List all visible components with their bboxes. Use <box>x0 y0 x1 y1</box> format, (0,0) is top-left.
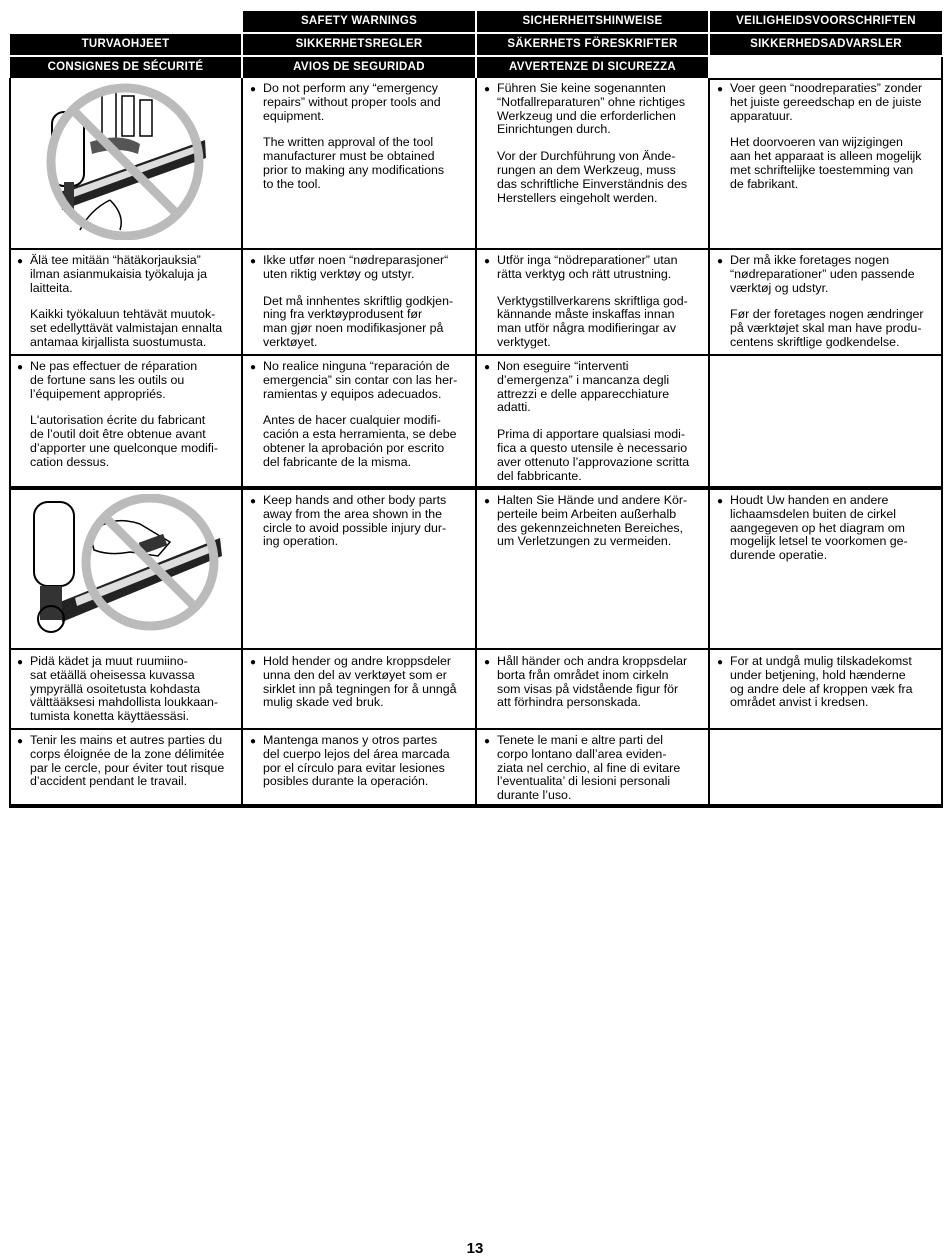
warning-nl-emergency-repairs <box>710 80 942 192</box>
header-veiligheidsvoorschriften: VEILIGHEIDSVOORSCHRIFTEN <box>710 11 942 32</box>
bullet-icon: ● <box>484 256 491 267</box>
paragraph: Der må ikke foretages nogen “nødreparationer” uden passende værktøj og udstyr. <box>730 253 915 295</box>
paragraph: Vor der Durchführung von Ände- rungen an dem Werkzeug, muss das schriftliche Einverständnis des Herstellers eingeholt werden. <box>497 149 688 205</box>
warning-nl-keep-hands-away <box>710 492 942 563</box>
header-sikkerhetsregler: SIKKERHETSREGLER <box>243 34 475 55</box>
no-emergency-repair-illustration <box>30 82 220 240</box>
paragraph: Før der foretages nogen ændringer på værktøjet skal man have produ- centens skriftlige godkendelse. <box>730 307 924 349</box>
warning-en-emergency-repairs <box>243 80 475 192</box>
paragraph: Non eseguire “interventi d’emergenza” i mancanza degli attrezzi e delle apparecchiature adatti. <box>497 359 670 415</box>
bullet-icon: ● <box>250 657 257 668</box>
warning-sv-emergency-repairs <box>477 252 708 350</box>
warning-fi-emergency-repairs <box>10 252 241 350</box>
paragraph: Führen Sie keine sogenannten “Notfallreparaturen” ohne richtiges Werkzeug und die erforderlichen Einrichtungen durch. <box>497 81 686 137</box>
paragraph: No realice ninguna “reparación de emergencia” sin contar con las her- ramientas y equipos adecuados. <box>263 359 458 401</box>
warning-es-keep-hands-away <box>243 732 475 789</box>
paragraph: Pidä kädet ja muut ruumiino- sat etäällä oheisessa kuvassa ympyrällä osoitetusta kohdasta välttääksesi mahdollista loukkaan- tumista konetta käyttäessäsi. <box>30 654 219 724</box>
warning-de-emergency-repairs <box>477 80 708 205</box>
paragraph: Antes de hacer cualquier modifi- cación a esta herramienta, se debe obtener la aprobación por escrito del fabricante de la misma. <box>263 413 457 469</box>
warning-es-emergency-repairs <box>243 358 475 470</box>
paragraph: Voer geen “noodreparaties” zonder het juiste gereedschap en de juiste apparatuur. <box>730 81 923 123</box>
bullet-icon: ● <box>250 496 257 507</box>
paragraph: Älä tee mitään “hätäkorjauksia” ilman asianmukaisia työkaluja ja laitteita. <box>30 253 207 295</box>
keep-hands-away-illustration <box>20 494 230 642</box>
warning-it-keep-hands-away <box>477 732 708 803</box>
paragraph: Hold hender og andre kroppsdeler unna den del av verktøyet som er sirklet inn på tegningen for å unngå mulig skade ved bruk. <box>263 654 457 710</box>
header-safety-warnings: SAFETY WARNINGS <box>243 11 475 32</box>
header-avvertenze-di-sicurezza: AVVERTENZE DI SICUREZZA <box>477 57 708 78</box>
bullet-icon: ● <box>17 362 24 373</box>
paragraph: Keep hands and other body parts away from the area shown in the circle to avoid possible injury dur- ing operation. <box>263 493 447 549</box>
paragraph: Het doorvoeren van wijzigingen aan het apparaat is alleen mogelijk met schriftelijke toestemming van de fabrikant. <box>730 135 922 191</box>
warning-fr-emergency-repairs <box>10 358 241 470</box>
warning-da-emergency-repairs <box>710 252 942 350</box>
bullet-icon: ● <box>717 256 724 267</box>
paragraph: Prima di apportare qualsiasi modi- fica a questo utensile è necessario aver ottenuto l’approvazione scritta del fabbricante. <box>497 427 690 483</box>
paragraph: Halten Sie Hände und andere Kör- perteile beim Arbeiten außerhalb des gekennzeichneten Bereiches, um Verletzungen zu vermeiden. <box>497 493 688 549</box>
paragraph: Houdt Uw handen en andere lichaamsdelen buiten de cirkel aangegeven op het diagram om mogelijk letsel te voorkomen ge- durende operatie. <box>730 493 908 563</box>
header-consignes-de-securite: CONSIGNES DE SÉCURITÉ <box>10 57 241 78</box>
warning-en-keep-hands-away <box>243 492 475 549</box>
header-sicherheitshinweise: SICHERHEITSHINWEISE <box>477 11 708 32</box>
warning-de-keep-hands-away <box>477 492 708 549</box>
bullet-icon: ● <box>484 496 491 507</box>
header-avios-de-seguridad: AVIOS DE SEGURIDAD <box>243 57 475 78</box>
warning-no-emergency-repairs <box>243 252 475 350</box>
bullet-icon: ● <box>717 84 724 95</box>
paragraph: Mantenga manos y otros partes del cuerpo lejos del área marcada por el círculo para evitar lesiones posibles durante la operación. <box>263 733 450 789</box>
bullet-icon: ● <box>484 84 491 95</box>
bullet-icon: ● <box>484 362 491 373</box>
paragraph: For at undgå mulig tilskadekomst under betjening, hold hænderne og andre dele af kroppen væk fra området anvist i kredsen. <box>730 654 913 710</box>
header-turvaohjeet: TURVAOHJEET <box>10 34 241 55</box>
bullet-icon: ● <box>17 256 24 267</box>
paragraph: Kaikki työkaluun tehtävät muutok- set edellyttävät valmistajan ennalta antamaa kirjallista suostumusta. <box>30 307 223 349</box>
warning-fi-keep-hands-away <box>10 653 241 724</box>
bullet-icon: ● <box>484 736 491 747</box>
bullet-icon: ● <box>250 362 257 373</box>
bullet-icon: ● <box>250 256 257 267</box>
paragraph: Tenete le mani e altre parti del corpo lontano dall’area eviden- ziata nel cerchio, al fine di evitare l’eventualita’ di lesioni personali durante l’uso. <box>497 733 681 803</box>
warning-da-keep-hands-away <box>710 653 942 710</box>
bullet-icon: ● <box>717 657 724 668</box>
bullet-icon: ● <box>17 736 24 747</box>
paragraph: L'autorisation écrite du fabricant de l’outil doit être obtenue avant d’apporter une quelconque modifi- cation dessus. <box>30 413 219 469</box>
paragraph: Tenir les mains et autres parties du corps éloignée de la zone délimitée par le cercle, pour éviter tout risque d’accident pendant le travail. <box>30 733 225 789</box>
paragraph: Verktygstillverkarens skriftliga god- kännande måste inskaffas innan man utför några modifieringar av verktyget. <box>497 293 688 349</box>
header-sakerhets-foreskrifter: SÄKERHETS FÖRESKRIFTER <box>477 34 708 55</box>
warning-sv-keep-hands-away <box>477 653 708 710</box>
page-number: 13 <box>466 1240 484 1257</box>
bullet-icon: ● <box>17 657 24 668</box>
bullet-icon: ● <box>250 84 257 95</box>
warning-no-keep-hands-away <box>243 653 475 710</box>
paragraph: Utför inga “nödreparationer” utan rätta verktyg och rätt utrustning. <box>497 253 678 281</box>
warning-it-emergency-repairs <box>477 358 708 483</box>
paragraph: Ne pas effectuer de réparation de fortune sans les outils ou l’équipement appropriés. <box>30 359 198 401</box>
paragraph: Håll händer och andra kroppsdelar borta från området inom cirkeln som visas på vidstående figur för att förhindra personskada. <box>497 654 688 710</box>
bullet-icon: ● <box>484 657 491 668</box>
warning-fr-keep-hands-away <box>10 732 241 789</box>
paragraph: Do not perform any “emergency repairs” without proper tools and equipment. <box>263 81 441 123</box>
paragraph: Ikke utfør noen “nødreparasjoner“ uten riktig verktøy og utstyr. <box>263 253 449 281</box>
header-sikkerhedsadvarsler: SIKKERHEDSADVARSLER <box>710 34 942 55</box>
paragraph: Det må innhentes skriftlig godkjen- ning fra verktøyprodusent før man gjør noen modifikasjoner på verktøyet. <box>263 293 454 349</box>
bullet-icon: ● <box>250 736 257 747</box>
bullet-icon: ● <box>717 496 724 507</box>
paragraph: The written approval of the tool manufacturer must be obtained prior to making any modifications to the tool. <box>263 135 445 191</box>
